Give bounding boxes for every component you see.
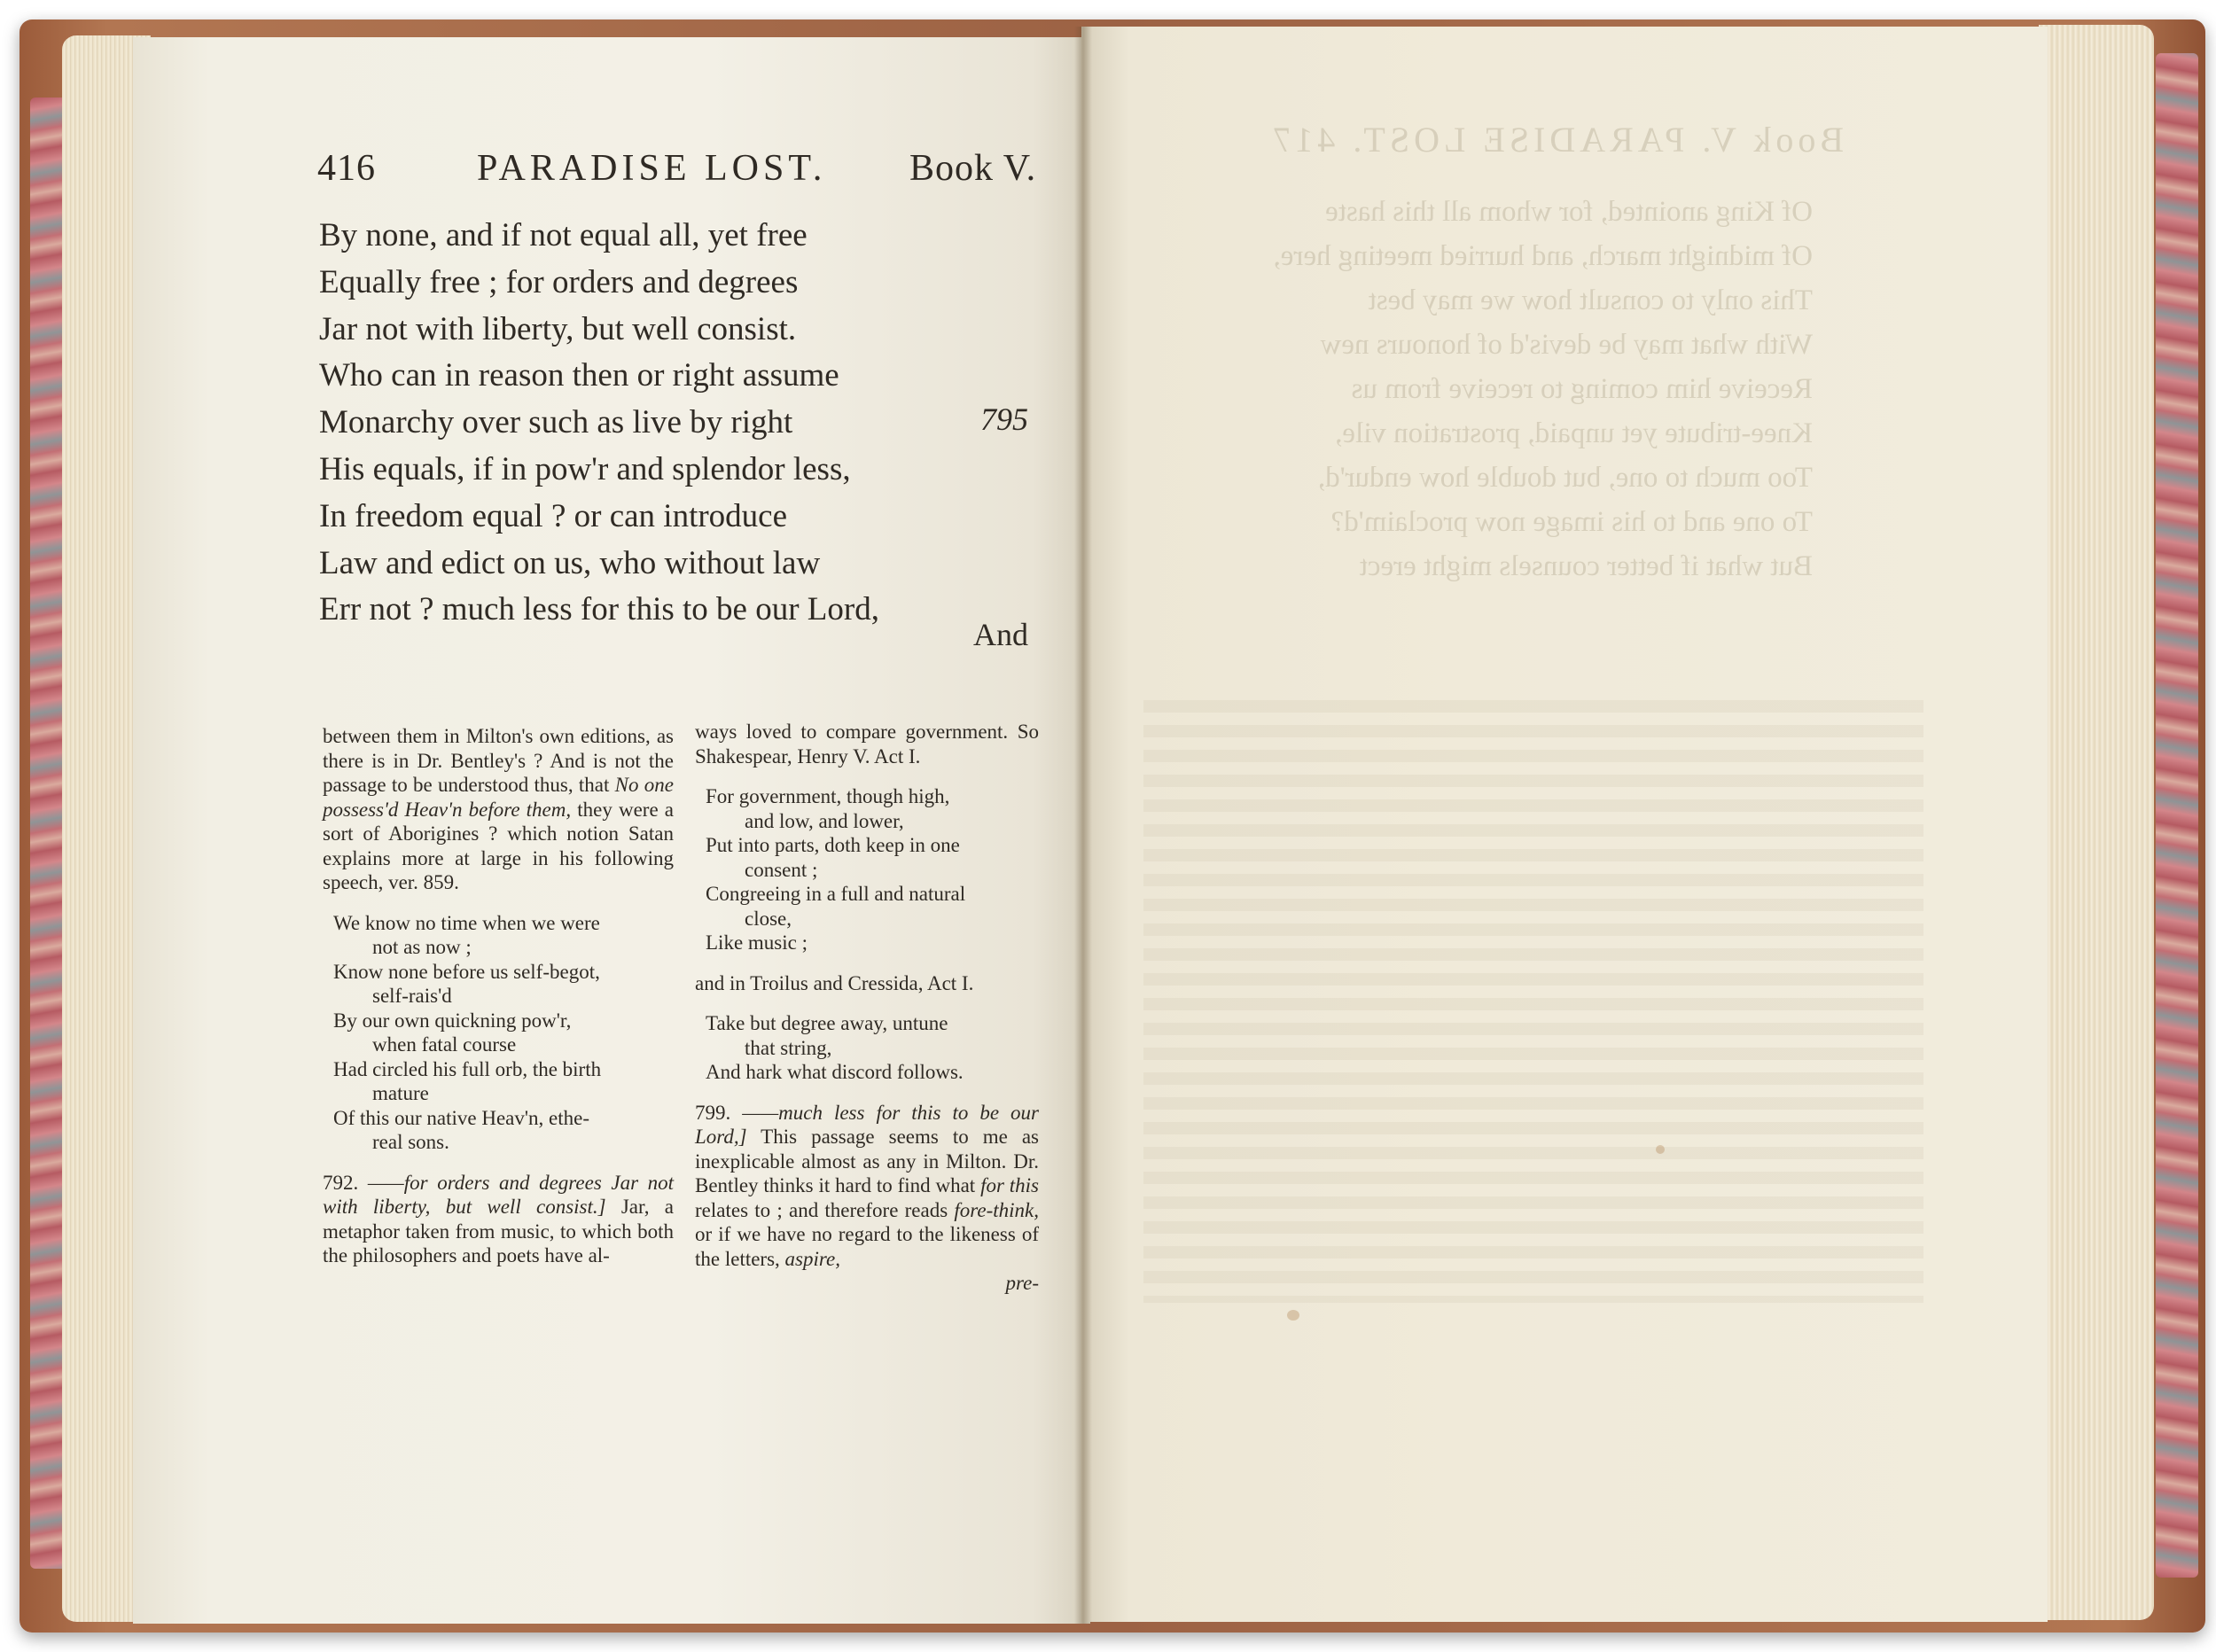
verse-line: Equally free ; for orders and degrees bbox=[319, 263, 799, 300]
verse-block bbox=[319, 213, 1081, 634]
quote-line: Congreeing in a full and natural bbox=[706, 883, 966, 905]
note-text: they were a sort of Aborigines ? which notion Satan explains more at large in his following speech, ver. 859. bbox=[323, 798, 674, 893]
notes-column-right bbox=[695, 720, 1039, 1296]
note-ref: 792. bbox=[323, 1171, 359, 1194]
quote-line-cont: when fatal course bbox=[372, 1033, 517, 1056]
quote-line: Had circled his full orb, the birth bbox=[333, 1057, 602, 1080]
showthrough-line: Of King anointed, for whom all this haste bbox=[1325, 196, 1813, 228]
note-text: relates to ; and therefore reads bbox=[695, 1198, 955, 1221]
note-text: or if we have no regard to the likeness of the letters, bbox=[695, 1223, 1039, 1270]
quote-line: Of this our native Heav'n, ethe- bbox=[333, 1106, 589, 1129]
verse-line: By none, and if not equal all, yet free bbox=[319, 217, 808, 253]
quote-line: Take but degree away, untune bbox=[706, 1012, 948, 1034]
right-page-showthrough-notes bbox=[1143, 700, 1923, 1303]
note-paragraph: ways loved to compare government. So Shakespear, Henry V. Act I. bbox=[695, 721, 1039, 768]
quote-line-cont: self-rais'd bbox=[372, 985, 452, 1007]
marbled-edge-right bbox=[2156, 53, 2198, 1578]
page-number: 416 bbox=[317, 148, 376, 189]
note-italic: No one possess'd Heav'n before them, bbox=[323, 774, 674, 821]
catchword: And bbox=[973, 617, 1028, 652]
foxing-spot bbox=[1287, 1310, 1299, 1321]
verse-line: Who can in reason then or right assume bbox=[319, 357, 839, 394]
book-label: Book V. bbox=[909, 148, 1037, 189]
note-ref: 799. bbox=[695, 1101, 731, 1124]
quote-line-cont: consent ; bbox=[745, 858, 818, 881]
verse-line: Err not ? much less for this to be our Lord, bbox=[319, 591, 879, 628]
note-lemma: ——much less for this to be our Lord,] bbox=[695, 1101, 1040, 1148]
note-lemma: ——for orders and degrees Jar not with liberty, but well consist.] bbox=[323, 1171, 675, 1218]
quote-line: For government, though high, bbox=[706, 785, 950, 807]
note-paragraph bbox=[323, 724, 674, 895]
quotation bbox=[706, 1011, 1039, 1085]
showthrough-line: To one and to his image now proclaim'd? bbox=[1330, 506, 1813, 538]
verse-line: In freedom equal ? or can introduce bbox=[319, 497, 788, 534]
quotation bbox=[706, 784, 1039, 955]
quote-line-cont: real sons. bbox=[372, 1131, 449, 1153]
note-text: between them in Milton's own editions, as there is in Dr. Bentley's ? And is not the passage to be understood thus, that bbox=[323, 725, 674, 796]
showthrough-line: With what may be devis'd of honours new bbox=[1320, 329, 1813, 361]
showthrough-line: Too much to one, but double how endur'd, bbox=[1317, 462, 1813, 494]
note-italic: fore-think, bbox=[954, 1198, 1039, 1221]
note-text: Jar, a metaphor taken from music, to which both the philosophers and poets have al- bbox=[323, 1196, 674, 1266]
verse-line: Monarchy over such as live by right bbox=[319, 404, 793, 441]
quote-line-cont: mature bbox=[372, 1082, 429, 1104]
note-italic: aspire, bbox=[784, 1247, 840, 1270]
note-799 bbox=[695, 1101, 1039, 1272]
notes-catchword: pre- bbox=[1005, 1272, 1039, 1294]
verse-line: Jar not with liberty, but well consist. bbox=[319, 310, 797, 347]
showthrough-line: Knee-tribute yet unpaid, prostration vile, bbox=[1335, 417, 1813, 449]
quotation bbox=[333, 911, 674, 1155]
quote-line: Like music ; bbox=[706, 931, 808, 954]
foxing-spot bbox=[1656, 1145, 1665, 1154]
quote-line: And hark what discord follows. bbox=[706, 1061, 964, 1083]
running-title: PARADISE LOST. bbox=[477, 148, 827, 189]
quote-line-cont: and low, and lower, bbox=[745, 809, 904, 832]
showthrough-line: Receive him coming to receive from us bbox=[1351, 373, 1813, 405]
right-page-showthrough-head: Book V. PARADISE LOST. 417 bbox=[1268, 120, 1844, 160]
note-italic: for this bbox=[980, 1174, 1039, 1196]
showthrough-line: This only to consult how we may best bbox=[1368, 284, 1813, 316]
verse-line: Law and edict on us, who without law bbox=[319, 544, 821, 581]
verse-line: His equals, if in pow'r and splendor less, bbox=[319, 450, 851, 487]
quote-line: By our own quickning pow'r, bbox=[333, 1009, 572, 1032]
right-page-showthrough-verse bbox=[1139, 190, 1813, 588]
note-paragraph: and in Troilus and Cressida, Act I. bbox=[695, 971, 974, 994]
line-number: 795 bbox=[980, 401, 1028, 437]
showthrough-line: Of midnight march, and hurried meeting here, bbox=[1273, 240, 1813, 272]
quote-line: Know none before us self-begot, bbox=[333, 960, 600, 983]
showthrough-line: But what if better counsels might erect bbox=[1359, 550, 1813, 582]
page-edges-right bbox=[2039, 25, 2154, 1620]
quote-line-cont: not as now ; bbox=[372, 936, 472, 958]
note-text: This passage seems to me as inexplicable almost as any in Milton. Dr. Bentley thinks it hard to find what bbox=[695, 1126, 1039, 1196]
quote-line-cont: that string, bbox=[745, 1036, 832, 1059]
quote-line: We know no time when we were bbox=[333, 911, 600, 934]
notes-column-left bbox=[323, 724, 674, 1268]
quote-line-cont: close, bbox=[745, 907, 792, 930]
quote-line: Put into parts, doth keep in one bbox=[706, 834, 960, 856]
note-792 bbox=[323, 1171, 674, 1268]
